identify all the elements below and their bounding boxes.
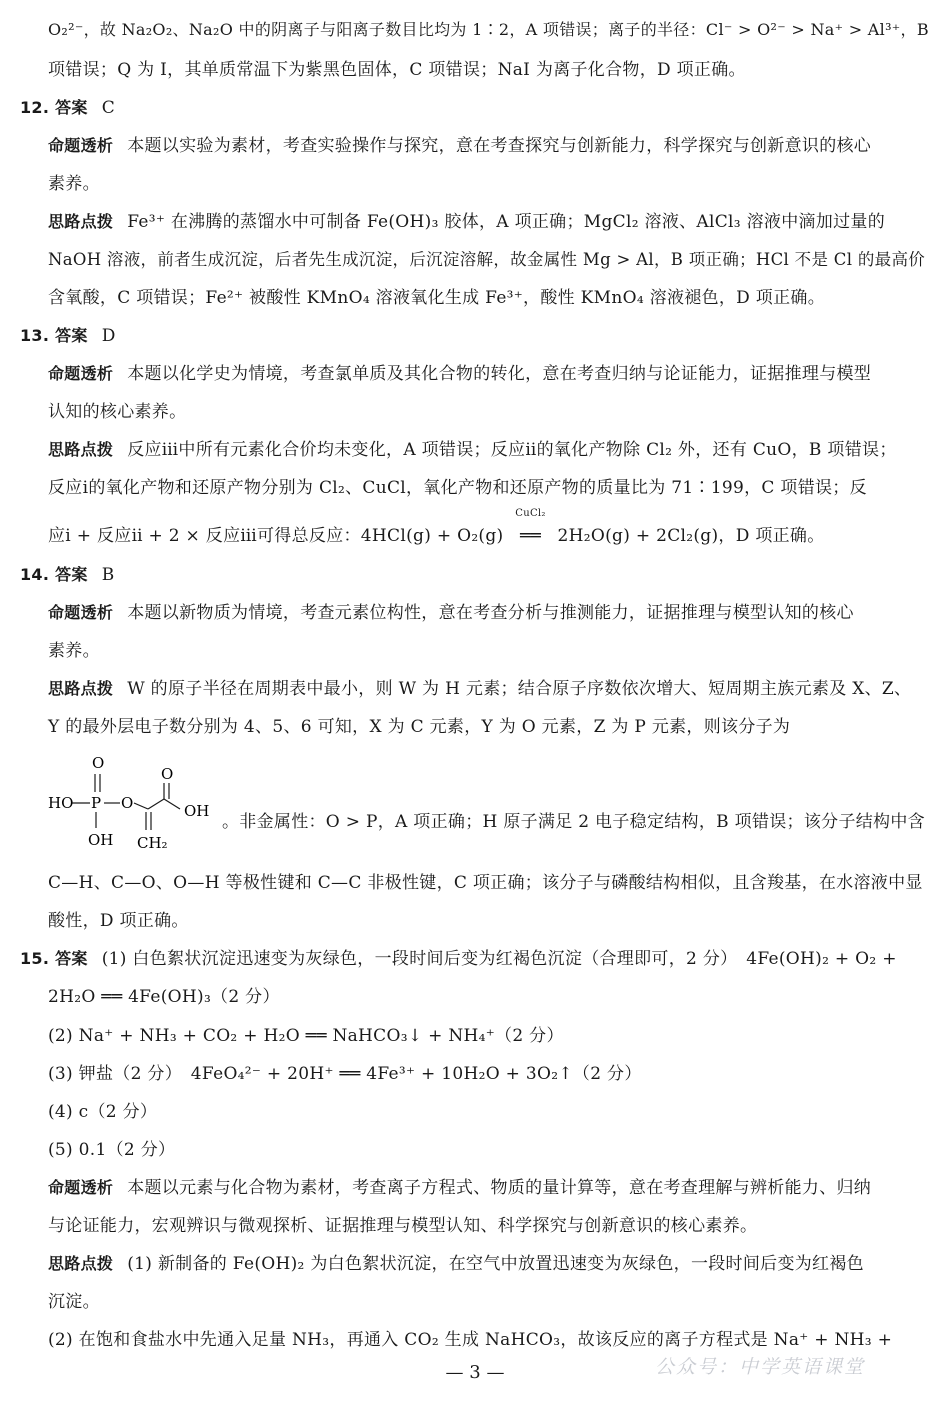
page-number: — 3 —	[445, 1362, 505, 1383]
text-line: 含氧酸，C 项错误；Fe²⁺ 被酸性 KMnO₄ 溶液氧化生成 Fe³⁺，酸性 KMnO₄ 溶液褪色，D 项正确。	[48, 288, 826, 308]
text-line: (2) Na⁺ + NH₃ + CO₂ + H₂O ══ NaHCO₃↓ + NH₄⁺（2 分）	[48, 1026, 564, 1046]
struct-ch2: CH₂	[137, 834, 168, 852]
bond-line	[148, 799, 164, 809]
q14-hint-label: 思路点拨	[48, 679, 114, 698]
q14-number: 14. 答案	[20, 565, 88, 584]
text-line: 。非金属性：O > P，A 项正确；H 原子满足 2 电子稳定结构，B 项错误；该分子结构中含	[222, 812, 925, 832]
text-line: 项错误；Q 为 I，其单质常温下为紫黑色固体，C 项错误；NaI 为离子化合物，D 项正确。	[48, 60, 746, 80]
text-line: C—H、C—O、O—H 等极性键和 C—C 非极性键，C 项正确；该分子与磷酸结构相似，且含羧基，在水溶液中显	[48, 873, 923, 893]
q13-number: 13. 答案	[20, 326, 88, 345]
q12-answer: C	[101, 98, 116, 118]
q12-analysis	[48, 134, 871, 158]
q12-hint-label: 思路点拨	[48, 212, 114, 231]
text-line: 素养。	[48, 174, 100, 194]
text-line: Y 的最外层电子数分别为 4、5、6 可知，X 为 C 元素，Y 为 O 元素，Z 为 P 元素，则该分子为	[48, 717, 791, 737]
struct-oh-bottom: OH	[88, 831, 114, 849]
q13-answer: D	[101, 326, 116, 346]
q13-answer-line	[20, 324, 116, 348]
text-span: W 的原子半径在周期表中最小，则 W 为 H 元素；结合原子序数依次增大、短周期主族元素及 X、Z、	[127, 679, 912, 699]
q14-hint	[48, 677, 911, 701]
text-line: 2H₂O ══ 4Fe(OH)₃（2 分）	[48, 987, 280, 1007]
text-span: 本题以实验为素材，考查实验操作与探究，意在考查探究与创新能力，科学探究与创新意识的核心	[127, 136, 872, 156]
q15-answer-1: (1) 白色絮状沉淀迅速变为灰绿色，一段时间后变为红褐色沉淀（合理即可，2 分） 4Fe(OH)₂ + O₂ +	[101, 949, 897, 969]
q14-analysis-label: 命题透析	[48, 603, 114, 622]
q14-answer-line	[20, 563, 115, 587]
text-line: 沉淀。	[48, 1292, 100, 1312]
bond-line	[134, 803, 148, 809]
q13-analysis	[48, 362, 871, 386]
catalyst-arrow: CuCl₂ ══	[503, 524, 557, 548]
text-line: 反应ⅰ的氧化产物和还原产物分别为 Cl₂、CuCl，氧化产物和还原产物的质量比为 71∶199，C 项错误；反	[48, 478, 867, 498]
struct-o-top: O	[92, 754, 105, 772]
q15-hint	[48, 1252, 864, 1276]
struct-ho: HO	[48, 794, 74, 812]
molecule-structure	[44, 752, 224, 862]
text-span: 应ⅰ + 反应ⅱ + 2 × 反应ⅲ可得总反应：4HCl(g) + O₂(g)	[48, 526, 504, 546]
q12-hint	[48, 210, 885, 234]
struct-o-mid: O	[121, 794, 134, 812]
text-line: 认知的核心素养。	[48, 402, 187, 422]
q14-analysis	[48, 601, 854, 625]
bond-line	[164, 799, 180, 809]
text-span: 本题以化学史为情境，考查氯单质及其化合物的转化，意在考查归纳与论证能力，证据推理与模型	[127, 364, 872, 384]
text-line: NaOH 溶液，前者生成沉淀，后者先生成沉淀，后沉淀溶解，故金属性 Mg > Al，B 项正确；HCl 不是 Cl 的最高价	[48, 250, 926, 269]
q13-hint	[48, 438, 897, 462]
q15-answer-line	[20, 947, 897, 971]
text-line: O₂²⁻，故 Na₂O₂、Na₂O 中的阴离子与阳离子数目比均为 1∶2，A 项错误；离子的半径：Cl⁻ > O²⁻ > Na⁺ > Al³⁺，B	[48, 20, 929, 39]
text-line: 酸性，D 项正确。	[48, 911, 189, 931]
text-line: (4) c（2 分）	[48, 1102, 158, 1122]
text-line: (5) 0.1（2 分）	[48, 1140, 176, 1160]
struct-oh-right: OH	[184, 802, 210, 820]
q12-number: 12. 答案	[20, 98, 88, 117]
struct-o-top2: O	[161, 765, 174, 783]
q15-hint-label: 思路点拨	[48, 1254, 114, 1273]
q12-answer-line	[20, 96, 115, 120]
q14-answer: B	[101, 565, 115, 585]
q13-analysis-label: 命题透析	[48, 364, 114, 383]
text-span: 本题以新物质为情境，考查元素位构性，意在考查分析与推测能力，证据推理与模型认知的核心	[127, 603, 854, 623]
text-span: 反应ⅲ中所有元素化合价均未变化，A 项错误；反应ⅱ的氧化产物除 Cl₂ 外，还有 CuO，B 项错误；	[127, 440, 897, 460]
struct-p: P	[91, 794, 102, 812]
q15-number: 15. 答案	[20, 949, 88, 968]
catalyst-label: CuCl₂	[515, 508, 546, 519]
q15-analysis	[48, 1176, 871, 1200]
q13-hint-label: 思路点拨	[48, 440, 114, 459]
text-line: 与论证能力，宏观辨识与微观探析、证据推理与模型认知、科学探究与创新意识的核心素养。	[48, 1216, 758, 1236]
text-line: (2) 在饱和食盐水中先通入足量 NH₃，再通入 CO₂ 生成 NaHCO₃，故该反应的离子方程式是 Na⁺ + NH₃ +	[48, 1330, 893, 1350]
text-span: 2H₂O(g) + 2Cl₂(g)，D 项正确。	[557, 526, 825, 546]
text-span: (1) 新制备的 Fe(OH)₂ 为白色絮状沉淀，在空气中放置迅速变为灰绿色，一段时间后变为红褐色	[127, 1254, 864, 1274]
q12-analysis-label: 命题透析	[48, 136, 114, 155]
text-span: 本题以元素与化合物为素材，考查离子方程式、物质的量计算等，意在考查理解与辨析能力、归纳	[127, 1178, 872, 1198]
watermark: 公众号：中学英语课堂	[655, 1356, 866, 1378]
text-line: 素养。	[48, 641, 100, 661]
text-line: (3) 钾盐（2 分） 4FeO₄²⁻ + 20H⁺ ══ 4Fe³⁺ + 10H₂O + 3O₂↑（2 分）	[48, 1064, 642, 1084]
q13-equation-line	[48, 508, 825, 548]
q15-analysis-label: 命题透析	[48, 1178, 114, 1197]
text-span: Fe³⁺ 在沸腾的蒸馏水中可制备 Fe(OH)₃ 胶体，A 项正确；MgCl₂ 溶液、AlCl₃ 溶液中滴加过量的	[127, 212, 886, 232]
